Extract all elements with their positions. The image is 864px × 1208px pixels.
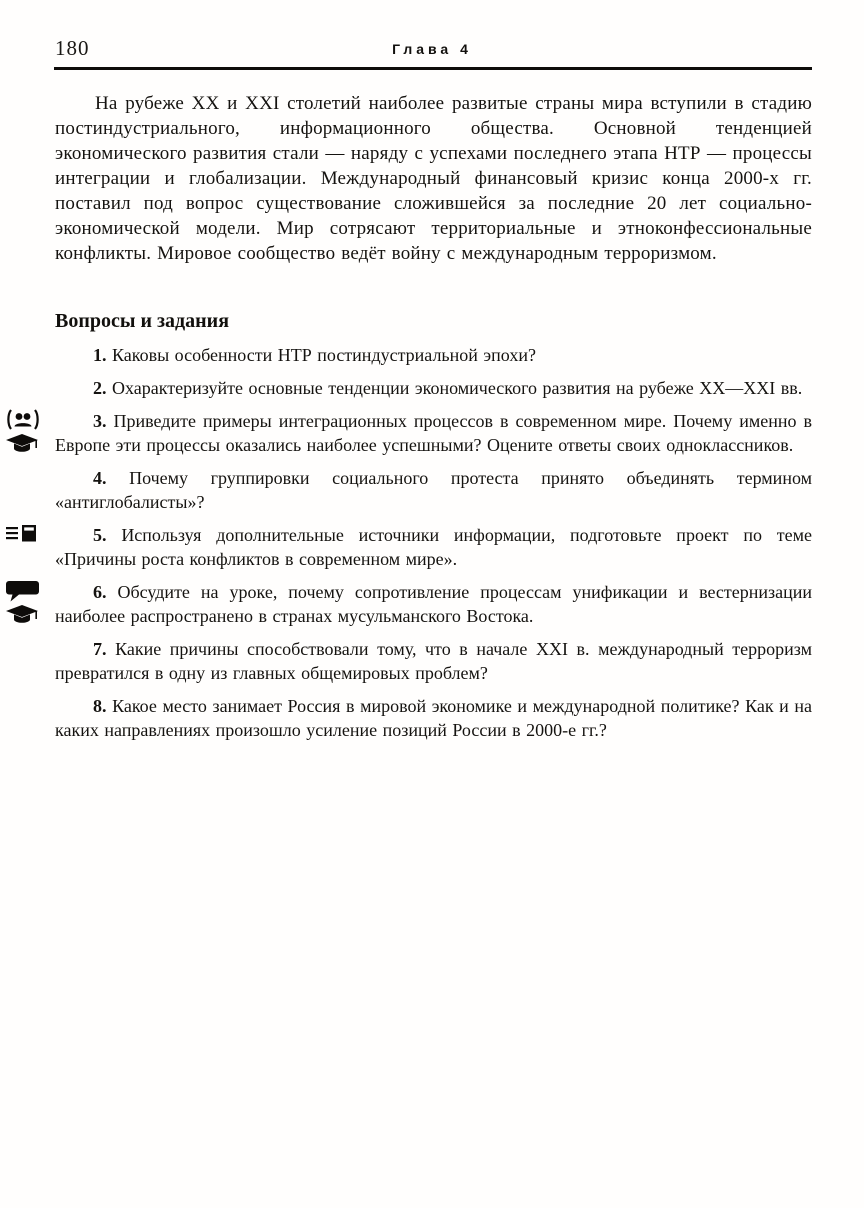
question-number: 3. — [93, 411, 107, 431]
question-number: 5. — [93, 525, 107, 545]
questions-heading: Вопросы и задания — [55, 310, 230, 332]
questions-list — [55, 343, 812, 742]
graduation-cap-icon — [6, 434, 42, 456]
question-item — [55, 376, 812, 400]
question-number: 6. — [93, 582, 107, 602]
page-content — [0, 91, 864, 742]
question-text: Используя дополнительные источники информации, подготовьте проект по теме «Причины роста конфликтов в современном мире». — [55, 525, 813, 569]
page-header — [0, 0, 864, 62]
question-item — [55, 409, 812, 457]
speech-bubble-icon — [6, 581, 42, 603]
question-item — [55, 466, 812, 514]
question-item — [55, 523, 812, 571]
chapter-title: Глава 4 — [392, 41, 472, 57]
question-number: 1. — [93, 345, 107, 365]
discussion-icon — [6, 409, 42, 431]
question-text: Какие причины способствовали тому, что в начале XXI в. международный терроризм превратился в одну из главных общемировых проблем? — [55, 639, 813, 683]
question-number: 4. — [93, 468, 107, 488]
book-icon — [6, 525, 42, 547]
question-text: Приведите примеры интеграционных процессов в современном мире. Почему именно в Европе эти процессы оказались наиболее успешными? Оцените ответы своих одноклассников. — [55, 411, 813, 455]
page-number: 180 — [55, 36, 90, 60]
question-text: Обсудите на уроке, почему сопротивление процессам унификации и вестернизации наиболее распространено в странах мусульманского Востока. — [55, 582, 813, 626]
question-number: 2. — [93, 378, 107, 398]
question-text: Каковы особенности НТР постиндустриальной эпохи? — [112, 345, 536, 365]
question-item — [55, 637, 812, 685]
header-rule — [54, 67, 812, 70]
graduation-cap-icon — [6, 605, 42, 627]
intro-paragraph: На рубеже XX и XXI столетий наиболее развитые страны мира вступили в стадию постиндустриального, информационного общества. Основной тенденцией экономического развития стали — наряду с успехами последнего этапа НТР — процессы интеграции и глобализации. Международный финансовый кризис конца 2000-х гг. поставил под вопрос существование сложившейся за последние 20 лет социально-экономической модели. Мир сотрясают территориальные и этноконфессиональные конфликты. Мировое сообщество ведёт войну с международным терроризмом. — [55, 93, 812, 264]
question-text: Почему группировки социального протеста принято объединять термином «антиглобалисты»? — [55, 468, 812, 512]
question-text: Охарактеризуйте основные тенденции экономического развития на рубеже XX—XXI вв. — [112, 378, 803, 398]
question-item — [55, 343, 812, 367]
question-number: 7. — [93, 639, 107, 659]
question-item — [55, 694, 812, 742]
question-item — [55, 580, 812, 628]
question-text: Какое место занимает Россия в мировой экономике и международной политике? Как и на каких направлениях произошло усиление позиций России в 2000-е гг.? — [55, 696, 812, 740]
question-number: 8. — [93, 696, 107, 716]
